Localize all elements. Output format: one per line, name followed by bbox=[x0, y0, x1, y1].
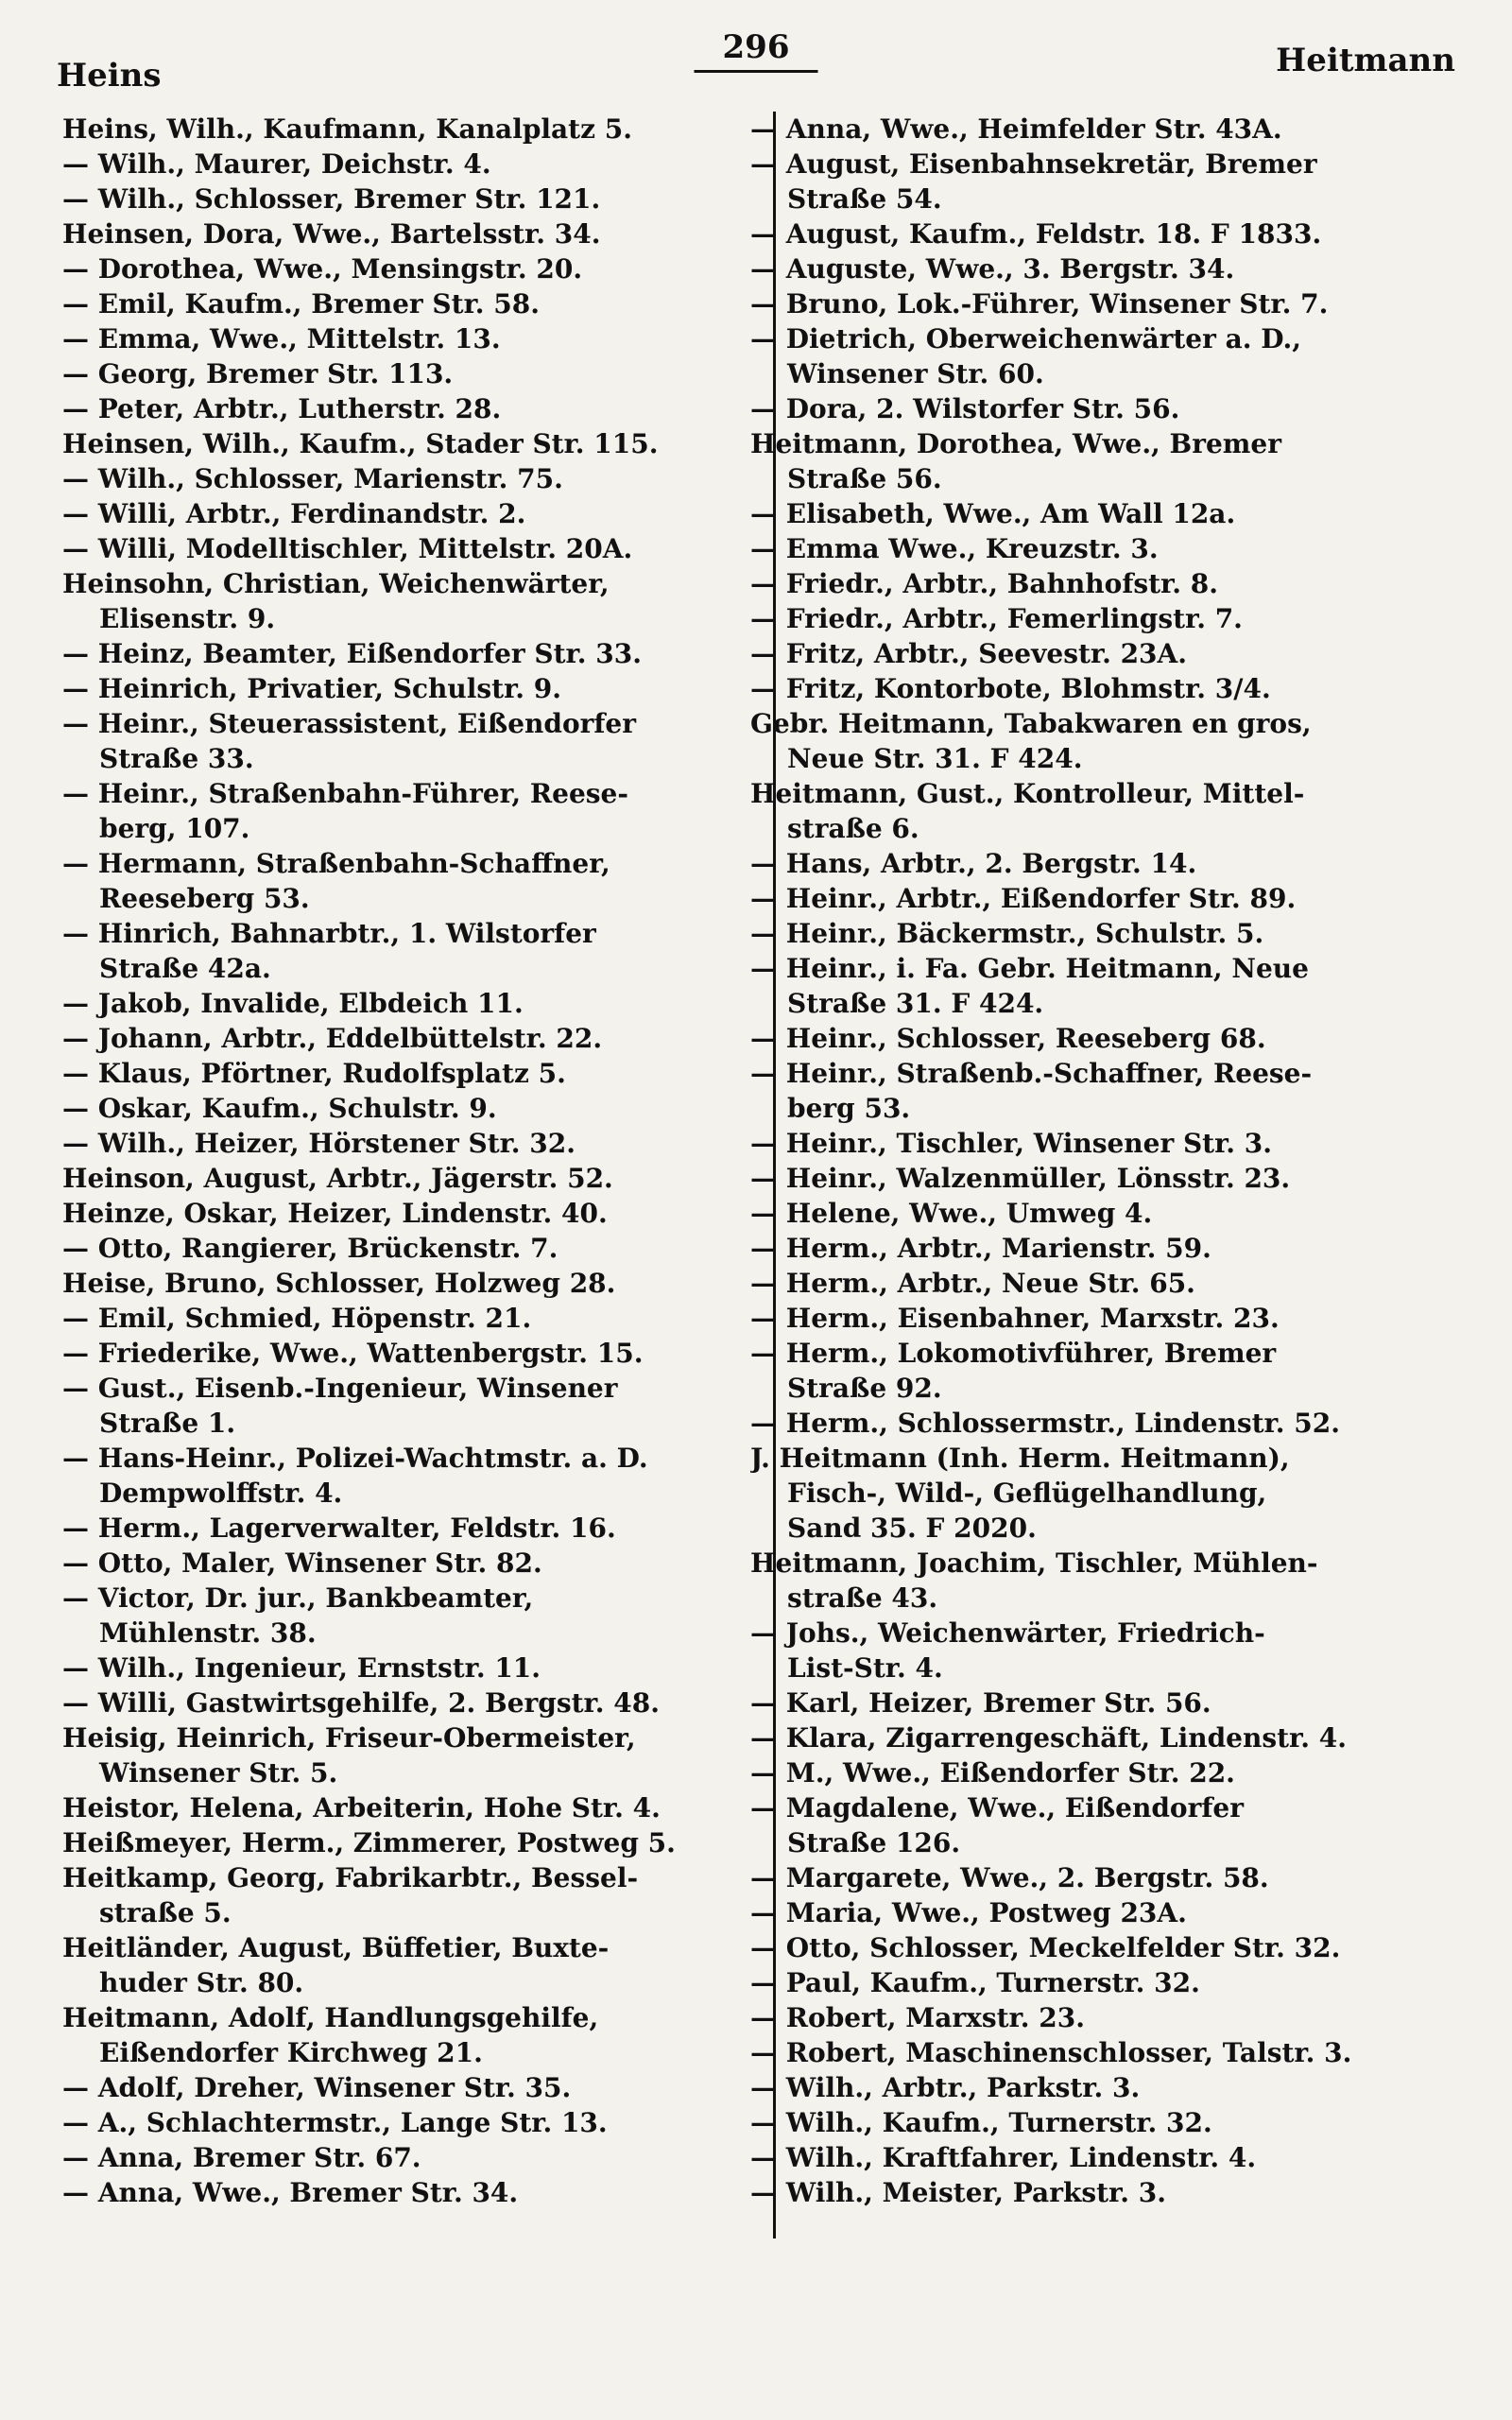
directory-entry: — Dorothea, Wwe., Mensingstr. 20. bbox=[62, 253, 583, 285]
directory-entry: — August, Kaufm., Feldstr. 18. F 1833. bbox=[750, 218, 1322, 250]
page-number: 296 bbox=[695, 28, 818, 73]
directory-entry: — Otto, Schlosser, Meckelfelder Str. 32. bbox=[750, 1932, 1341, 1963]
directory-entry: — Heinr., Bäckermstr., Schulstr. 5. bbox=[750, 918, 1264, 949]
header-left-keyword: Heins bbox=[57, 57, 162, 95]
directory-entry: — Auguste, Wwe., 3. Bergstr. 34. bbox=[750, 253, 1235, 285]
directory-entry: — Wilh., Kraftfahrer, Lindenstr. 4. bbox=[750, 2142, 1257, 2173]
left-column bbox=[62, 112, 743, 2380]
directory-entry: — Willi, Arbtr., Ferdinandstr. 2. bbox=[62, 498, 526, 529]
directory-entry: Heitmann, Joachim, Tischler, Mühlen- straße 43. bbox=[750, 1547, 1318, 1614]
directory-entry: Heisig, Heinrich, Friseur-Obermeister, Winsener Str. 5. bbox=[62, 1722, 636, 1789]
directory-entry: Heistor, Helena, Arbeiterin, Hohe Str. 4. bbox=[62, 1792, 661, 1824]
directory-entry: — Willi, Modelltischler, Mittelstr. 20A. bbox=[62, 533, 633, 564]
directory-entry: Heinsen, Dora, Wwe., Bartelsstr. 34. bbox=[62, 218, 601, 250]
directory-entry: — Hans, Arbtr., 2. Bergstr. 14. bbox=[750, 848, 1197, 879]
directory-entry: Heins, Wilh., Kaufmann, Kanalplatz 5. bbox=[62, 113, 632, 145]
directory-entry: — Klaus, Pförtner, Rudolfsplatz 5. bbox=[62, 1058, 566, 1089]
directory-entry: Heitkamp, Georg, Fabrikarbtr., Bessel- straße 5. bbox=[62, 1862, 639, 1928]
directory-entry: — Heinrich, Privatier, Schulstr. 9. bbox=[62, 673, 561, 704]
directory-entry: — Friedr., Arbtr., Femerlingstr. 7. bbox=[750, 603, 1243, 634]
directory-entry: — Anna, Bremer Str. 67. bbox=[62, 2142, 421, 2173]
directory-entry: Heinsohn, Christian, Weichenwärter, Elisenstr. 9. bbox=[62, 568, 610, 634]
directory-entry: — M., Wwe., Eißendorfer Str. 22. bbox=[750, 1757, 1235, 1789]
directory-entry: — Anna, Wwe., Bremer Str. 34. bbox=[62, 2177, 519, 2208]
directory-entry: — Emma, Wwe., Mittelstr. 13. bbox=[62, 323, 501, 354]
directory-entry: — Klara, Zigarrengeschäft, Lindenstr. 4. bbox=[750, 1722, 1347, 1754]
directory-entry: — Heinr., Arbtr., Eißendorfer Str. 89. bbox=[750, 883, 1297, 914]
directory-entry: — Friederike, Wwe., Wattenbergstr. 15. bbox=[62, 1338, 644, 1369]
directory-entry: Heinson, August, Arbtr., Jägerstr. 52. bbox=[62, 1163, 613, 1194]
directory-entry: — Hans-Heinr., Polizei-Wachtmstr. a. D. Dempwolffstr. 4. bbox=[62, 1443, 648, 1509]
directory-entry: — Bruno, Lok.-Führer, Winsener Str. 7. bbox=[750, 288, 1329, 320]
directory-entry: — Oskar, Kaufm., Schulstr. 9. bbox=[62, 1093, 497, 1124]
directory-entry: — Heinr., Straßenbahn-Führer, Reese- berg, 107. bbox=[62, 778, 628, 844]
directory-entry: — Fritz, Arbtr., Seevestr. 23A. bbox=[750, 638, 1188, 669]
page-header bbox=[57, 28, 1455, 95]
directory-entry: — Heinr., Steuerassistent, Eißendorfer Straße 33. bbox=[62, 708, 636, 774]
directory-entry: — Georg, Bremer Str. 113. bbox=[62, 358, 454, 389]
directory-entry: — Maria, Wwe., Postweg 23A. bbox=[750, 1897, 1187, 1928]
directory-entry: — Emil, Schmied, Höpenstr. 21. bbox=[62, 1303, 532, 1334]
directory-entry: — Herm., Arbtr., Neue Str. 65. bbox=[750, 1268, 1195, 1299]
directory-entry: — Herm., Schlossermstr., Lindenstr. 52. bbox=[750, 1408, 1340, 1439]
header-right-keyword: Heitmann bbox=[1276, 42, 1455, 79]
directory-entry: Gebr. Heitmann, Tabakwaren en gros, Neue Str. 31. F 424. bbox=[750, 708, 1312, 774]
directory-entry: — Herm., Lokomotivführer, Bremer Straße 92. bbox=[750, 1338, 1277, 1404]
directory-entry: — Herm., Eisenbahner, Marxstr. 23. bbox=[750, 1303, 1280, 1334]
directory-entry: Heißmeyer, Herm., Zimmerer, Postweg 5. bbox=[62, 1827, 676, 1858]
directory-entry: — Robert, Maschinenschlosser, Talstr. 3. bbox=[750, 2037, 1352, 2068]
directory-entry: — Heinr., Walzenmüller, Lönsstr. 23. bbox=[750, 1163, 1291, 1194]
directory-entry: — Adolf, Dreher, Winsener Str. 35. bbox=[62, 2072, 572, 2103]
directory-entry: — Victor, Dr. jur., Bankbeamter, Mühlenstr. 38. bbox=[62, 1582, 534, 1649]
directory-entry: — Johs., Weichenwärter, Friedrich- List-Str. 4. bbox=[750, 1617, 1265, 1684]
directory-entry: Heinsen, Wilh., Kaufm., Stader Str. 115. bbox=[62, 428, 659, 459]
directory-entry: — Otto, Maler, Winsener Str. 82. bbox=[62, 1547, 542, 1579]
directory-entry: Heise, Bruno, Schlosser, Holzweg 28. bbox=[62, 1268, 616, 1299]
directory-entry: — A., Schlachtermstr., Lange Str. 13. bbox=[62, 2107, 608, 2138]
directory-entry: — Otto, Rangierer, Brückenstr. 7. bbox=[62, 1233, 558, 1264]
directory-entry: Heinze, Oskar, Heizer, Lindenstr. 40. bbox=[62, 1198, 608, 1229]
directory-entry: — Emil, Kaufm., Bremer Str. 58. bbox=[62, 288, 540, 320]
directory-entry: — Karl, Heizer, Bremer Str. 56. bbox=[750, 1687, 1211, 1719]
directory-entry: — Helene, Wwe., Umweg 4. bbox=[750, 1198, 1153, 1229]
directory-entry: — Herm., Arbtr., Marienstr. 59. bbox=[750, 1233, 1211, 1264]
directory-entry: Heitmann, Dorothea, Wwe., Bremer Straße 56. bbox=[750, 428, 1281, 494]
directory-entry: — Friedr., Arbtr., Bahnhofstr. 8. bbox=[750, 568, 1218, 599]
directory-entry: — Hermann, Straßenbahn-Schaffner, Reeseberg 53. bbox=[62, 848, 610, 914]
directory-entry: — Willi, Gastwirtsgehilfe, 2. Bergstr. 48. bbox=[62, 1687, 660, 1719]
right-column bbox=[750, 112, 1412, 2380]
directory-entry: — Wilh., Schlosser, Marienstr. 75. bbox=[62, 463, 563, 494]
directory-entry: — Wilh., Heizer, Hörstener Str. 32. bbox=[62, 1128, 576, 1159]
directory-entry: — Herm., Lagerverwalter, Feldstr. 16. bbox=[62, 1512, 616, 1544]
directory-entry: — Margarete, Wwe., 2. Bergstr. 58. bbox=[750, 1862, 1269, 1893]
directory-entry: — Heinr., Schlosser, Reeseberg 68. bbox=[750, 1023, 1266, 1054]
directory-entry: — Wilh., Meister, Parkstr. 3. bbox=[750, 2177, 1166, 2208]
directory-entry: J. Heitmann (Inh. Herm. Heitmann), Fisch-, Wild-, Geflügelhandlung, Sand 35. F 2020. bbox=[750, 1443, 1290, 1544]
directory-entry: — Emma Wwe., Kreuzstr. 3. bbox=[750, 533, 1159, 564]
directory-entry: — Paul, Kaufm., Turnerstr. 32. bbox=[750, 1967, 1200, 1998]
directory-entry: — August, Eisenbahnsekretär, Bremer Straße 54. bbox=[750, 148, 1317, 215]
directory-entry: Heitmann, Gust., Kontrolleur, Mittel- straße 6. bbox=[750, 778, 1305, 844]
directory-entry: — Magdalene, Wwe., Eißendorfer Straße 126. bbox=[750, 1792, 1244, 1858]
directory-entry: — Heinr., Straßenb.-Schaffner, Reese- berg 53. bbox=[750, 1058, 1313, 1124]
directory-entry: Heitländer, August, Büffetier, Buxte- huder Str. 80. bbox=[62, 1932, 610, 1998]
directory-entry: Heitmann, Adolf, Handlungsgehilfe, Eißendorfer Kirchweg 21. bbox=[62, 2002, 599, 2068]
directory-entry: — Wilh., Arbtr., Parkstr. 3. bbox=[750, 2072, 1141, 2103]
directory-entry: — Wilh., Schlosser, Bremer Str. 121. bbox=[62, 183, 601, 215]
directory-entry: — Heinr., Tischler, Winsener Str. 3. bbox=[750, 1128, 1273, 1159]
directory-entry: — Dietrich, Oberweichenwärter a. D., Winsener Str. 60. bbox=[750, 323, 1302, 389]
directory-entry: — Fritz, Kontorbote, Blohmstr. 3/4. bbox=[750, 673, 1271, 704]
directory-entry: — Heinz, Beamter, Eißendorfer Str. 33. bbox=[62, 638, 642, 669]
directory-entry: — Johann, Arbtr., Eddelbüttelstr. 22. bbox=[62, 1023, 603, 1054]
directory-entry: — Hinrich, Bahnarbtr., 1. Wilstorfer Straße 42a. bbox=[62, 918, 596, 984]
directory-entry: — Wilh., Kaufm., Turnerstr. 32. bbox=[750, 2107, 1212, 2138]
directory-entry: — Robert, Marxstr. 23. bbox=[750, 2002, 1085, 2033]
directory-entry: — Peter, Arbtr., Lutherstr. 28. bbox=[62, 393, 502, 424]
directory-entry: — Heinr., i. Fa. Gebr. Heitmann, Neue Straße 31. F 424. bbox=[750, 953, 1309, 1019]
directory-entry: — Gust., Eisenb.-Ingenieur, Winsener Straße 1. bbox=[62, 1373, 618, 1439]
directory-entry: — Wilh., Ingenieur, Ernststr. 11. bbox=[62, 1652, 541, 1684]
directory-entry: — Elisabeth, Wwe., Am Wall 12a. bbox=[750, 498, 1236, 529]
directory-entry: — Jakob, Invalide, Elbdeich 11. bbox=[62, 988, 524, 1019]
directory-entry: — Wilh., Maurer, Deichstr. 4. bbox=[62, 148, 491, 180]
directory-entry: — Dora, 2. Wilstorfer Str. 56. bbox=[750, 393, 1180, 424]
directory-entry: — Anna, Wwe., Heimfelder Str. 43A. bbox=[750, 113, 1282, 145]
